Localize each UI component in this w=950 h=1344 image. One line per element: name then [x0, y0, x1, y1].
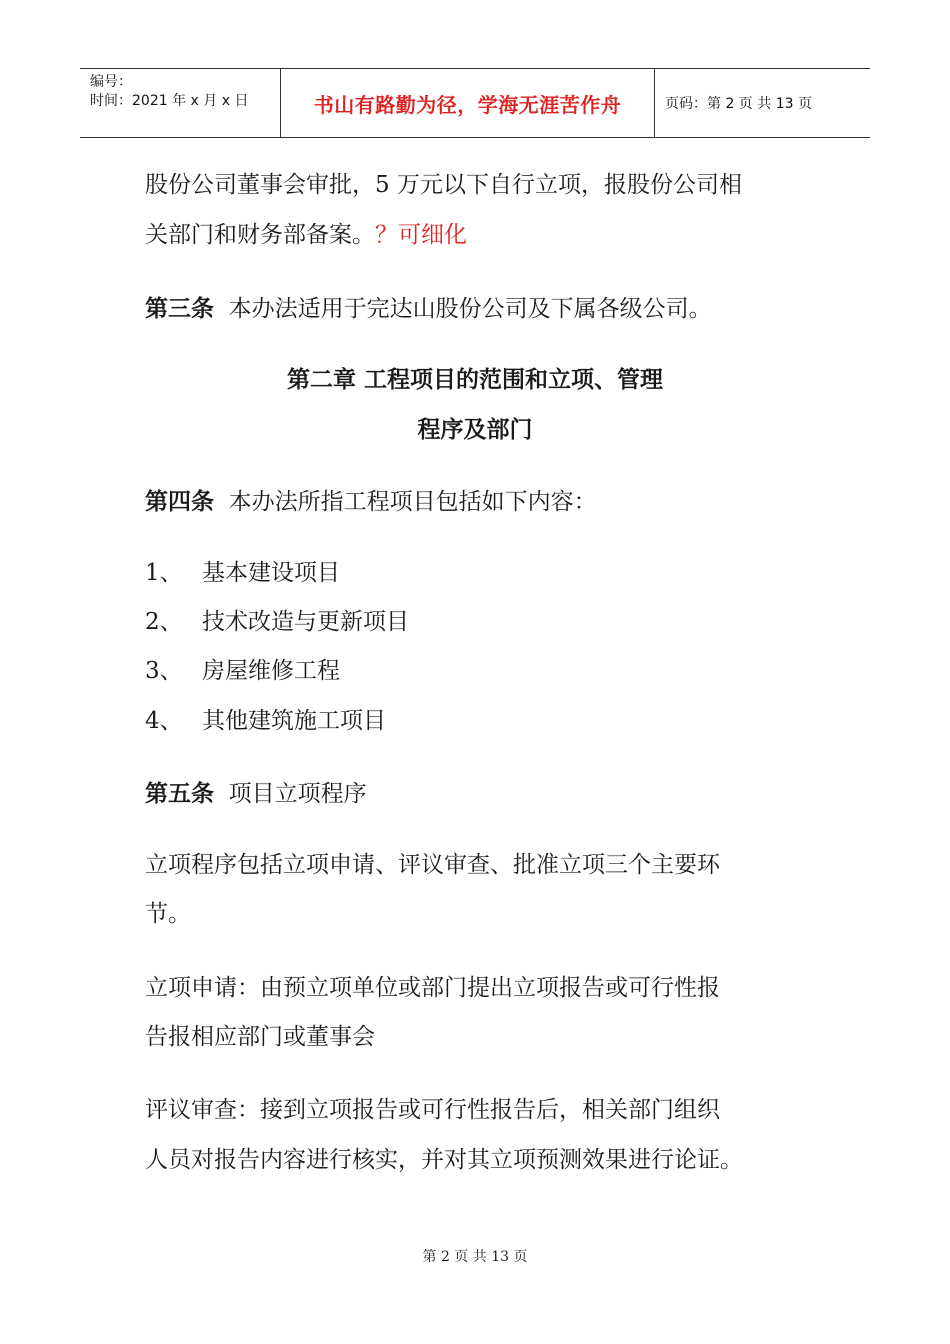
article-4 [145, 477, 597, 527]
header-meta [80, 69, 281, 137]
list-text: 其他建筑施工项目 [202, 708, 386, 734]
article-title: 第五条 [145, 780, 214, 807]
paragraph-line: 立项申请：由预立项单位或部门提出立项报告或可行性报 [145, 975, 720, 1001]
list-text: 技术改造与更新项目 [202, 609, 409, 635]
paragraph-line: 节。 [145, 901, 191, 927]
list-item [145, 696, 386, 746]
list-text: 基本建设项目 [202, 560, 340, 586]
paragraph-line: 股份公司董事会审批，5 万元以下自行立项，报股份公司相 [145, 172, 742, 198]
list-number: 4、 [145, 708, 183, 734]
article-text: 本办法所指工程项目包括如下内容： [228, 489, 597, 515]
article-text: 本办法适用于完达山股份公司及下属各级公司。 [228, 296, 712, 322]
document-date: 时间：2021 年 x 月 x 日 [90, 93, 249, 109]
article-3 [145, 284, 712, 334]
review-note: ？可细化 [375, 222, 467, 248]
paragraph-line: 人员对报告内容进行核实，并对其立项预测效果进行论证。 [145, 1147, 743, 1173]
paragraph-line: 立项程序包括立项申请、评议审查、批准立项三个主要环 [145, 852, 720, 878]
list-item [145, 597, 409, 647]
page-header [80, 68, 870, 138]
article-text: 项目立项程序 [228, 781, 367, 807]
document-number-label: 编号： [90, 74, 132, 90]
page-footer: 第 2 页 共 13 页 [422, 1249, 528, 1265]
list-number: 3、 [145, 658, 183, 684]
list-number: 1、 [145, 560, 183, 586]
header-page-number: 页码：第 2 页 共 13 页 [665, 96, 812, 112]
paragraph-line: 评议审查：接到立项报告或可行性报告后，相关部门组织 [145, 1097, 720, 1123]
article-title: 第四条 [145, 488, 214, 515]
article-5 [145, 769, 367, 819]
article-title: 第三条 [145, 295, 214, 322]
paragraph-line: 告报相应部门或董事会 [145, 1024, 375, 1050]
list-text: 房屋维修工程 [202, 658, 340, 684]
list-number: 2、 [145, 609, 183, 635]
paragraph-text: 关部门和财务部备案。 [145, 222, 375, 248]
paragraph-line [145, 210, 467, 260]
list-item [145, 646, 340, 696]
chapter-heading-line2: 程序及部门 [417, 416, 533, 443]
chapter-heading-line1: 第二章 工程项目的范围和立项、管理 [286, 366, 663, 393]
list-item [145, 548, 340, 598]
header-motto: 书山有路勤为径，学海无涯苦作舟 [281, 69, 655, 137]
